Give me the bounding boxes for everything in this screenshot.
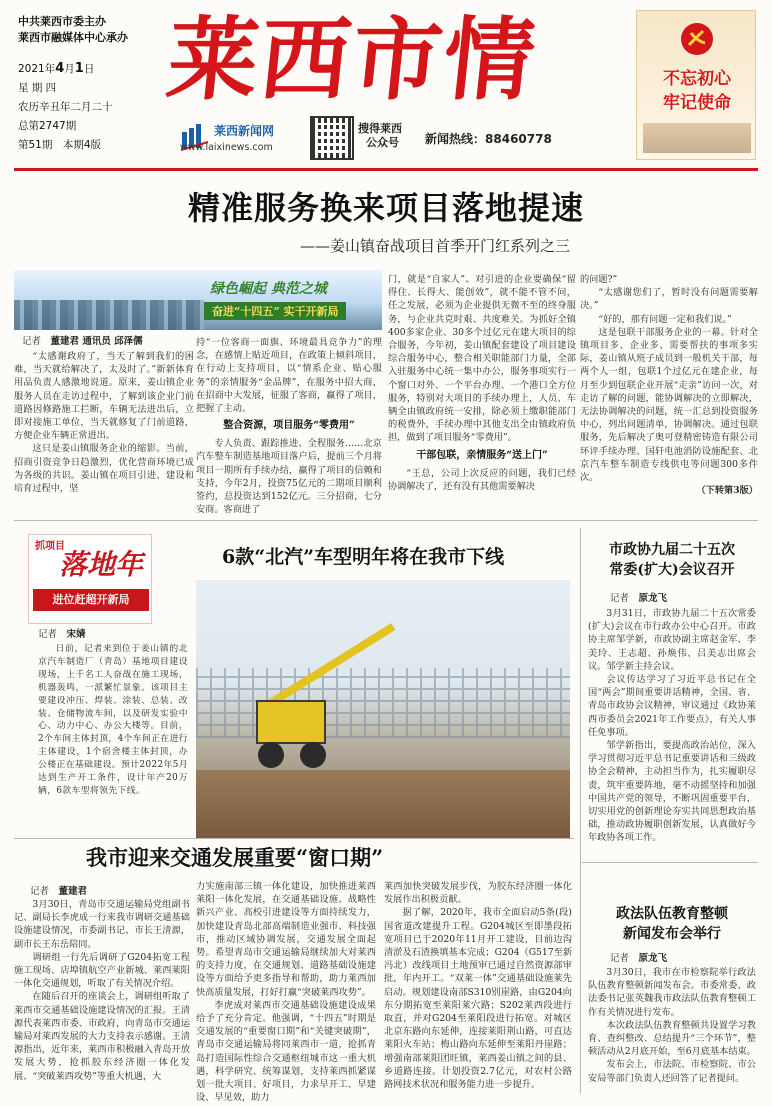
masthead-divider bbox=[14, 168, 758, 171]
lead-subtitle: ——姜山镇奋战项目首季开门红系列之三 bbox=[300, 237, 571, 255]
crane-cab bbox=[256, 700, 326, 744]
badge-mid: 落地年 bbox=[59, 548, 144, 581]
side1-body: 3月31日，市政协九届二十五次常委(扩大)会议在市行政办公中心召开。市政协主席邹学新，市政协副主席赵金军、李美玲、王志超、孙焕伟、吕美志出席会议。邹学新主持会议。 会议传达学习了习近平总书记在全国“两会”期间重要讲话精神，全国、省、青岛市政协会议精神，审议通过《政协莱西市委员会2021年工作要点》，有关人事任免事项。 邹学新指出，要提高政治站位，深入学习贯彻习近平总书记重要讲话和三级政协全会精神，主动担当作为，扎实履职尽责，筑牢重要阵地，毫不动摇坚持和加强中国共产党的领导，不断巩固重要平台，切实用党的创新理论夯实共同思想政治基础，推动政协履职创新发展，认真做好今年政协各项工作。 bbox=[588, 608, 756, 844]
steel-frame-image bbox=[196, 668, 570, 738]
transport-column-2: 力实施南部三镇一体化建设，加快推进莱西莱阳一体化发展，在交通基础设施、战略性新兴产业、高校引进建设等方面持续发力，加快建设青岛北部高端制造业强市、科技强市，推动区域协调发展，交通发展全面起势。希望青岛市交通运输局继续加大对莱西的支持力度，在交通规划、道路基础设施建设等方面给予更多指导和帮助，助力莱西加快高质量发展，打好打赢“突破莱西攻势”。 李虎成对莱西市交通基础设施建设成果给予了充分肯定。他强调，“十四五”时期是交通发展的“重要窗口期”和“关键突破期”，青岛市交通运输局将同莱西市一道，抢抓青岛打造国际性综合交通枢纽城市这一重大机遇，科学研究、统筹谋划，支持莱西抓紧谋划一批大项目、好项目，力求早开工、早建设、早见效，助力 bbox=[196, 881, 376, 1104]
feature-divider bbox=[14, 838, 574, 839]
badge-bottom: 进位赶超开新局 bbox=[33, 589, 149, 611]
lead-subhead-1: 整合资源，项目服务“零费用” bbox=[223, 420, 355, 432]
lead-column-2: 持“一位客商一面旗、环境最具竞争力”的理念，在感情上贴近项目，在政策上倾斜项目，在行动上支持项目，以“情系企业、贴心服务”的亲情服务“金品牌”，在服务中招大商，在招商中大发展，征服了客商，赢得了项目，把握了主动。 整合资源，项目服务“零费用” 专人负责、跟踪推进、全程服务……北京汽车整车制造基地项目落户后，提前三个月将项目一期所有手续办结，赢得了项目的信赖和支持，今年2月，投资75亿元的二期项目顺利签约，总投资达到152亿元。三分招商，七分安商。客商进了 bbox=[196, 337, 382, 516]
total-issue: 总第2747期 bbox=[18, 120, 77, 132]
side2-body: 3月30日，我市在市检察院举行政法队伍教育整顿新闻发布会。市委常委、政法委书记张英魏我市政法队伍教育整顿工作有关情况进行发布。 本次政法队伍教育整顿共设置学习教育、查纠整改、总结提升“三个环节”，整顿活动从2月底开始，至6月底基本结束。 发布会上，市法院、市检察院、市公安局等部门负责人还回答了记者提问。 bbox=[588, 967, 756, 1084]
side1-byline: 记者 原龙飞 bbox=[610, 593, 668, 604]
lead-column-1: “太感谢政府了，当天了解到我们的困难，当天就给解决了，太及时了。”新新体育用品负责人感激地说道。原来，姜山镇企业服务人员在走访过程中，了解到该企业门前道路因修路施工拦断，车辆无法进出后，立即对接施工单位，当天就修复了门前道路，方便企业车辆正常进出。 这只是姜山镇服务企业的缩影。当前，招商引资竞争日趋激烈，优化营商环境已成为各级的共识。姜山镇在项目引进、建设和培育过程中，坚 bbox=[14, 351, 194, 495]
slogan-line-1: 不忘初心 bbox=[663, 69, 731, 89]
party-emblem-icon bbox=[677, 19, 717, 59]
lead-column-3: 门，就是“自家人”。对引进的企业要确保“留得住、长得大、能创效”，就不能不管不问，任之发展，必须为企业提供无微不至的终身服务，与企业共克时艰、共度难关。为抓好全镇400多家企业、30多个过亿元在建大项目的综合服务，今年初，姜山镇配套建设了项目建设综合服务中心，整合相关职能部门力量，全部入驻服务中心统一集中办公，服务事项实行一个窗口对外、一个平台办理、一个港口全方位服务，特别对大项目的手续办理上，人员、车辆全由镇政府统一安排，除必须上缴职能部门的税费外，手续办理中其他支出全由镇政府负担，做到了项目服务“零费用”。 干部包联，亲情服务“送上门” “王总，公司上次反应的问题，我们已经协调解决了，还有没有其他需要解决 bbox=[388, 274, 576, 492]
feature-badge bbox=[28, 534, 152, 624]
site-name: 莱西新闻网 bbox=[214, 124, 275, 138]
banner-title: 绿色崛起 典范之城 bbox=[210, 281, 327, 297]
slogan-background-image bbox=[643, 123, 751, 153]
banner-slogan: 奋进“十四五” 实干开新局 bbox=[204, 302, 346, 320]
lead-divider bbox=[14, 520, 758, 521]
ground-soil bbox=[196, 770, 570, 838]
slogan-line-2: 牢记使命 bbox=[663, 93, 731, 113]
transport-column-3: 莱西加快突破发展步伐，为胶东经济圈一体化发展作出积极贡献。 据了解，2020年，我市全面启动5条(段)国省道改建提升工程。G204城区至即墨段拓宽项目已于2020年11月开工建设，目前边沟清淤及石渣换填基本完成；G204（G517至新冯北）改线项目土地预审已通过自然资源部审批，年内开工。“双莱一体”交通基础设施莱先启动。规划建设南部S310别崖路，由G204向东分期拓宽至莱阳莱穴路；S202莱西段进行取直，并对G204至莱阳段进行拓宽。对城区北京东路向东延伸，连接莱阳荆山路，可直达莱阳火车站；梅山路向东延伸至莱阳丹崖路；增强南部莱阳团旺镇，莱西姜山镇之间的县、乡道路连接。计划投资2.7亿元，对农村公路路网技术状况和服务能力进一步提升。 bbox=[384, 881, 572, 1091]
hotline: 新闻热线：88460778 bbox=[425, 132, 552, 146]
lead-continued: （下转第3版） bbox=[696, 485, 758, 497]
city-skyline-image bbox=[14, 300, 204, 330]
transport-headline: 我市迎来交通发展重要“窗口期” bbox=[86, 845, 384, 870]
feature-headline: 6款“北汽”车型明年将在我市下线 bbox=[222, 546, 505, 568]
transport-byline: 记者 董建君 bbox=[30, 886, 88, 897]
news-site-logo[interactable] bbox=[180, 120, 300, 156]
lunar-date: 农历辛丑年二月二十 bbox=[18, 101, 113, 113]
crane-wheel-2 bbox=[300, 742, 326, 768]
construction-photo bbox=[196, 580, 570, 838]
crane-wheel-1 bbox=[258, 742, 284, 768]
sponsor-1: 中共莱西市委主办 bbox=[18, 15, 106, 28]
side2-headline: 政法队伍教育整顿 新闻发布会举行 bbox=[616, 906, 728, 942]
side2-byline: 记者 原龙飞 bbox=[610, 953, 668, 964]
lead-column-4: 的问题?” “太感谢您们了，暂时没有问题需要解决。” “好的，那有问题一定和我们说。” 这是包联干部服务企业的一幕。针对全镇项目多、企业多、需要帮扶的事项多实际，姜山镇从班子成员到一般机关干部，每两个人一组，包联1个过亿元在建企业，每月至少到包联企业开展“走亲”访问一次，对走访了解的问题，能协调解决的立即解决，无法协调解决的问题，统一汇总到投资服务中心，列出问题清单，协调解决。通过包联服务，先后解决了奥可登精密铸造有限公司环评手续办理、国轩电池消防设施配套、北京汽车整车制造专线供电等问题300多件次。 （下转第3版） bbox=[580, 274, 758, 497]
lead-headline: 精准服务换来项目落地提速 bbox=[187, 189, 584, 227]
badge-top: 抓项目 bbox=[35, 541, 65, 552]
site-url: www.laixinews.com bbox=[180, 142, 273, 153]
feature-body: 日前，记者来到位于姜山镇的北京汽车制造厂（青岛）基地项目建设现场，上千名工人奋战在施工现场，机器轰鸣，一派繁忙景象。该项目主要建设冲压、焊装、涂装、总装、改装、仓储物流车间，以及研发实验中心、动力中心、办公大楼等。目前，2个车间主体封顶，4个车间正在进行主体建设，1个宿舍楼主体封顶，办公楼正在基础建设。预计2022年5月达到生产开工条件，设计年产20万辆，6款车型将领先下线。 bbox=[38, 644, 188, 796]
qr-label: 搜得莱西 公众号 bbox=[358, 122, 402, 149]
sponsor-2: 莱西市融媒体中心承办 bbox=[18, 31, 128, 44]
weekday: 星 期 四 bbox=[18, 82, 57, 94]
side1-headline: 市政协九届二十五次 常委(扩大)会议召开 bbox=[609, 542, 735, 578]
slogan-panel bbox=[636, 10, 756, 160]
masthead-title: 莱西市情 bbox=[162, 7, 542, 113]
issue-date: 2021年4月1日 bbox=[18, 61, 95, 76]
lead-subhead-2: 干部包联，亲情服务“送上门” bbox=[416, 449, 548, 461]
lead-banner bbox=[14, 270, 382, 330]
side-divider bbox=[582, 862, 758, 863]
transport-column-1: 3月30日，青岛市交通运输局党组副书记、副局长李虎成一行来我市调研交通基础设施建设情况，市委副书记、市长王清源，副市长王东岳陪同。 调研组一行先后调研了G204拓宽工程施工现场、店埠镇航空产业新城、莱西莱阳一体化交通规划，听取了有关情况介绍。 在随后召开的座谈会上，调研组听取了莱西市交通基础设施建设情况的汇报。王清源代表莱西市委、市政府，向青岛市交通运输局对莱西发展的大力支持表示感谢。王清源指出，近年来，莱西市积极融入青岛开放发展大势，抢抓胶东经济圈一体化发展、“突破莱西攻势”等重大机遇，大 bbox=[14, 899, 190, 1082]
feature-byline: 记者 宋婧 bbox=[38, 629, 86, 640]
lead-byline: 记者 董建君 通讯员 邱泽儒 bbox=[22, 336, 143, 347]
issue-number: 第51期 本期4版 bbox=[18, 139, 102, 151]
masthead-meta bbox=[18, 12, 128, 155]
qr-code bbox=[312, 118, 352, 158]
side-column-rule bbox=[580, 528, 581, 1094]
